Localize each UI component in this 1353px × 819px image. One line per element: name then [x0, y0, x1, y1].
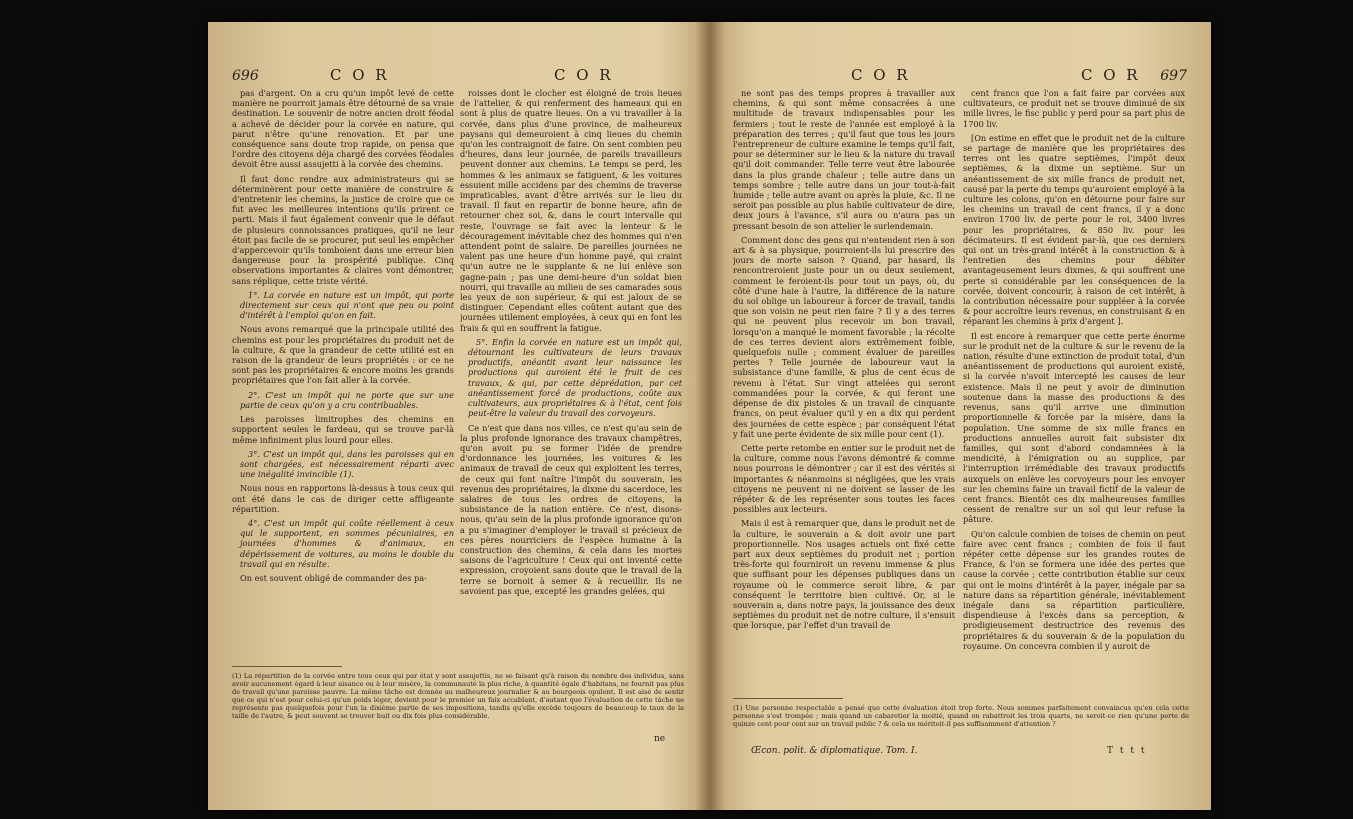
paragraph: ne sont pas des temps propres à travailler aux chemins, & qui sont même consacrées à une multitude de travaux indispensables pour les fermiers ; tout le reste de l'année est employé à la préparation des terres ; qu'il faut que tous les jours l'entrepreneur de culture examine le temps qu'il fait, pour se déterminer sur le lieu & la nature du travail qu'il doit commander. Telle terre veut être labourée dans la plus grande chaleur ; telle autre dans un temps sombre ; telle autre dans un jour tout-à-fait humide ; telle autre avant ou après la pluie, &c. Il ne seroit pas possible au plus habile cultivateur de dire, deux jours à l'avance, s'il aura ou n'aura pas un pressant besoin de son attelier le surlendemain. — [733, 88, 955, 231]
left-running-head — [228, 66, 688, 86]
paragraph: Les paroisses limitrophes des chemins en supportent seules le fardeau, qui se trouve par-là même infiniment plus lourd pour elles. — [232, 414, 454, 445]
paragraph: cent francs que l'on a fait faire par corvées aux cultivateurs, ce produit net se trouve diminué de six mille livres, le fisc public y perd pour sa part plus de 1700 liv. — [963, 88, 1185, 129]
right-headword-2: C O R — [1081, 66, 1141, 84]
signature-mark: T t t t — [1107, 746, 1147, 756]
book-spread — [208, 22, 1211, 810]
left-catchword: ne — [654, 734, 666, 744]
signature-line: Œcon. polit. & diplomatique. Tom. I. — [751, 746, 918, 756]
right-page-number: 697 — [1160, 68, 1187, 84]
right-column-1 — [733, 88, 955, 635]
paragraph: roisses dont le clocher est éloigné de trois lieues de l'attelier, & qui renferment des hameaux qui en sont à plus de quatre lieues. On a vu travailler à la corvée, dans plus d'une province, de malheureux paysans qui demeuroient à cinq lieues du chemin qu'on les contraignoit de faire. On sent combien peu d'heures, dans leur journée, de pareils travailleurs peuvent donner aux chemins. Le temps se perd, les hommes & les animaux se fatiguent, & les voitures essuient mille accidens par des chemins de traverse impraticables, avant d'être arrivés sur le lieu du travail. Il faut en repartir de bonne heure, afin de retourner chez soi, &, dans le court intervalle qui reste, l'ouvrage se fait avec la lenteur & le découragement inévitable chez des hommes qui n'en attendent point de salaire. De pareilles journées ne valent pas une heure d'un homme payé, qui craint qu'un autre ne le supplante & ne lui enlève son gagne-pain ; pas une demi-heure d'un soldat bien nourri, qui travaille au milieu de ses camarades sous les yeux de son supérieur, & qui est jaloux de se distinguer. Cependant elles coûtent autant que des journées utilement employées, à ceux qui en font les frais & qui en souffrent la fatigue. — [460, 88, 682, 333]
left-footnote: (1) La répartition de la corvée entre tous ceux qui par état y sont assujettis, ne se faisant qu'à raison du nombre des individus, sans avoir aucunement égard à leur aisance ou à leur misère, la communauté la plus riche, à quantité égale d'habitans, ne fournit pas plus de travail qu'une paroisse pauvre. La même tâche est donnée au malheureux journalier & au bourgeois opulent. Il est aisé de sentir que ce qui n'est pour celui-ci qu'un poids léger, devient pour le premier un faix accablant, d'autant que l'évaluation de cette tâche ne représente pas quelquefois pour l'un la dixième partie de ses impositions, tandis qu'elle excède toujours de beaucoup le taux de la taille de l'autre, & peut souvent se trouver huit ou dix fois plus considérable. — [232, 672, 684, 720]
left-column-2 — [460, 88, 682, 600]
left-column-1 — [232, 88, 454, 587]
paragraph: 5°. Enfin la corvée en nature est un impôt qui, détournant les cultivateurs de leurs travaux productifs, anéantit avant leur naissance les productions qui auroient été le fruit de ces travaux, & qui, par cette déprédation, par cet anéantissement forcé de productions, coûte aux cultivateurs, aux propriétaires & à l'état, cent fois peut-être la valeur du travail des corvoyeurs. — [468, 336, 682, 419]
paragraph: Qu'on calcule combien de toises de chemin on peut faire avec cent francs ; combien de fois il faut répéter cette dépense sur les grandes routes de France, & l'on se formera une idée des pertes que cause la corvée ; cette contribution établie sur ceux qui ont le moins d'intérêt à la payer, inégale par sa nature dans sa répartition générale, inévitablement inégale dans sa répartition particulière, dispendieuse à l'excès dans sa perception, & prodigieusement destructrice des revenus des propriétaires & du souverain & de la population du royaume. On concevra combien il y auroit de — [963, 528, 1185, 651]
paragraph: 1°. La corvée en nature est un impôt, qui porte directement sur ceux qui n'ont que peu ou point d'intérêt à l'emploi qu'on en fait. — [240, 289, 454, 321]
left-page — [208, 22, 708, 810]
right-page — [711, 22, 1211, 810]
left-page-number: 696 — [232, 68, 259, 84]
right-running-head — [731, 66, 1191, 86]
footnote-rule — [232, 666, 342, 667]
paragraph: Il est encore à remarquer que cette perte énorme sur le produit net de la culture & sur le revenu de la nation, résulte d'une extinction de produit total, d'un anéantissement de productions qui auroient existé, si la corvée n'avoit intercepté les causes de leur existence. Mais il ne peut y avoir de diminution soutenue dans la masse des productions & des revenus, sans qu'il arrive une diminution proportionnelle & forcée par la misère, dans la population. Une somme de six mille francs en productions annuelles auroit fait subsister dix familles, qui sont d'abord condamnées à la mendicité, à l'émigration ou au supplice, par l'interruption irrémédiable des travaux productifs auxquels on enlève les corvoyeurs pour les envoyer sur les chemins faire un travail fictif de la valeur de cent francs. Bientôt ces dix malheureuses familles cessent de renaître sur un sol qui leur refuse la pâture. — [963, 330, 1185, 525]
footnote-rule — [733, 698, 843, 699]
paragraph: On est souvent obligé de commander des pa- — [240, 572, 427, 583]
paragraph: 2°. C'est un impôt qui ne porte que sur une partie de ceux qu'on y a cru contribuables. — [240, 389, 454, 410]
paragraph: Comment donc des gens qui n'entendent rien à son art & à sa physique, pourroient-ils lui prescrire des jours de morte saison ? Quand, par hasard, ils rencontreroient juste pour un ou deux seulement, comment le feroient-ils pour tout un pays, où, du côté d'une haie à l'autre, la différence de la nature du sol oblige un laboureur à forcer de travail, tandis que son voisin ne peut rien faire ? Il y a des terres qui ne peuvent plus recevoir un bon travail, lorsqu'on a manqué le moment favorable ; la récolte de ces terres devient alors extrêmement foible, quelquefois nulle ; comment évaluer de pareilles pertes ? Telle journée de laboureur vaut la subsistance d'une famille, & plus de cent écus de revenu à l'état. Sur vingt attelées qui seront commandées pour la corvée, & qui feront une dépense de dix pistoles & un travail de cinquante francs, on peut évaluer qu'il y en a dix qui perdent des journées de cette espèce ; par conséquent l'état y fait une perte évidente de six mille pour cent (1). — [733, 234, 955, 439]
paragraph: Mais il est à remarquer que, dans le produit net de la culture, le souverain a & doit avoir une part proportionnelle. Nos usages actuels ont fixé cette part aux deux septièmes du produit net ; portion très-forte qui fourniroit un revenu immense & plus que suffisant pour les dépenses publiques dans un royaume où le commerce seroit libre, & par conséquent le territoire bien cultivé. Or, si le souverain a, dans notre pays, la jouissance des deux septièmes du produit net de notre culture, il s'ensuit que lorsque, par l'effet d'un travail de — [733, 518, 955, 631]
paragraph: 4°. C'est un impôt qui coûte réellement à ceux qui le supportent, en sommes pécuniaires, en journées d'hommes & d'animaux, en dépérissement de voitures, au moins le double du travail qui en résulte. — [240, 517, 454, 569]
right-headword-1: C O R — [851, 66, 911, 84]
paragraph: Cette perte retombe en entier sur le produit net de la culture, comme nous l'avons démontré & comme nous pourrons le démontrer ; car il est des vérités si importantes & néanmoins si négligées, que les vrais citoyens ne peuvent ni ne doivent se lasser de les répéter & de les représenter sous toutes les faces possibles aux lecteurs. — [733, 442, 955, 515]
right-footnote: (1) Une personne respectable a pensé que cette évaluation étoit trop forte. Nous sommes parfaitement convaincus qu'en cela cette personne s'est trompée ; mais quand un cabaretier la moitié, quand on rabattroit les trois quarts, ne seroit-ce rien qu'une perte de quinze cent pour cent sur un travail public ? & cela ne méritoit-il pas suffisamment d'attention ? — [733, 704, 1189, 728]
paragraph: Ce n'est que dans nos villes, ce n'est qu'au sein de la plus profonde ignorance des travaux champêtres, qu'on avoit pu se former l'idée de prendre d'ordonnance les journées, les voitures & les animaux de travail de ceux qui exploitent les terres, de ceux qui font naître l'impôt du souverain, les revenus des propriétaires, la dixme du sacerdoce, les salaires de tous les ordres de citoyens, la subsistance de la nation entière. Ce n'est, disons-nous, qu'au sein de la plus profonde ignorance qu'on a pu s'imaginer d'employer le travail si précieux de ces pères nourriciers de l'espèce humaine à la construction des chemins, & cela dans les mortes saisons de l'agriculture ! Ceux qui ont inventé cette expression, croyoient sans doute que le travail de la terre se bornoit à semer & à recueillir. Ils ne savoient pas que, excepté les grandes gelées, qui — [460, 422, 682, 596]
paragraph: Nous nous en rapportons là-dessus à tous ceux qui ont été dans le cas de diriger cette affligeante répartition. — [232, 483, 454, 514]
paragraph: 3°. C'est un impôt qui, dans les paroisses qui en sont chargées, est nécessairement réparti avec une inégalité invincible (1). — [240, 448, 454, 480]
paragraph: Il faut donc rendre aux administrateurs qui se déterminèrent pour cette manière de construire & d'entretenir les chemins, la justice de croire que ce fut avec les meilleures intentions qu'ils prirent ce parti. Mais il faut également convenir que le défaut de plusieurs connoissances pratiques, qu'il ne leur étoit pas facile de se procurer, put seul les empêcher d'appercevoir qu'ils tomboient dans une erreur bien dangereuse pour la prospérité publique. Cinq observations importantes & claires vont démontrer, sans réplique, cette triste vérité. — [232, 173, 454, 286]
paragraph: pas d'argent. On a cru qu'un impôt levé de cette manière ne pourroit jamais être détourné de sa vraie destination. Le souvenir de notre ancien droit féodal a achevé de décider pour la corvée en nature, qui parut n'être qu'une renovation. Et par une conséquence sans doute trop rapide, on pensa que l'ordre des citoyens déja chargé des corvées féodales devoit être aussi assujetti à la corvée des chemins. — [232, 88, 454, 170]
left-headword-2: C O R — [554, 66, 614, 84]
paragraph: Nous avons remarqué que la principale utilité des chemins est pour les propriétaires du produit net de la culture, & que la grandeur de cette utilité est en raison de la grandeur de leurs propriétés : or ce ne sont pas les propriétaires & encore moins les grands propriétaires que l'on fait aller à la corvée. — [232, 324, 454, 386]
paragraph: [On estime en effet que le produit net de la culture se partage de manière que les propriétaires des terres ont les quatre septièmes, l'impôt deux septièmes, & la dixme un septième. Sur un anéantissement de six mille francs de produit net, causé par la perte du temps qu'auroient employé à la culture les colons, qu'on en détourne pour faire sur les chemins un travail de cent francs, il y a donc environ 1700 liv. de perte pour le roi, 3400 livres pour les propriétaires, & 850 liv. pour les décimateurs. Il est évident par-là, que ces derniers qui ont un très-grand intérêt à la construction & à l'entretien des chemins pour débiter avantageusement leurs dixmes, & qui souffrent une perte si considérable par les conséquences de la corvée, doivent concourir, à raison de cet intérêt, à la contribution nécessaire pour suppléer à la corvée & pour accroître leurs revenus, en construisant & en réparant les chemins à prix d'argent ]. — [963, 132, 1185, 327]
right-column-2 — [963, 88, 1185, 655]
left-headword-1: C O R — [330, 66, 390, 84]
